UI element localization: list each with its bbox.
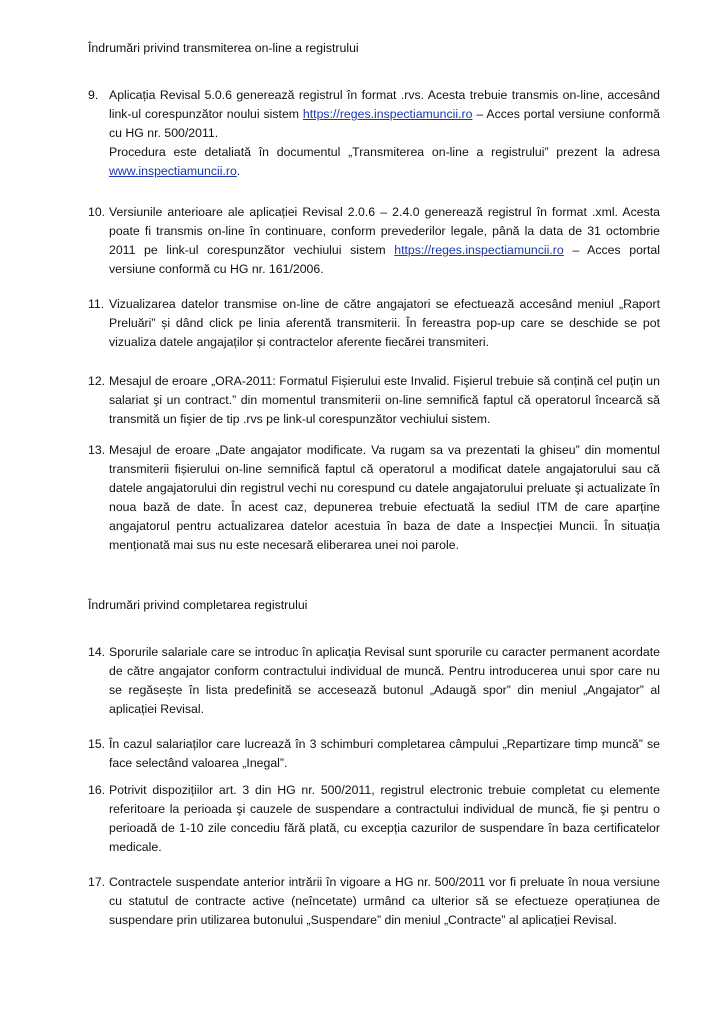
list-item-9 bbox=[88, 86, 660, 181]
text-segment: Aplicația Revisal 5.0.6 generează registrul în format .rvs. Acesta trebuie transmis on-line, accesând link-ul corespunzător noului sistem bbox=[109, 88, 660, 121]
item-text: Potrivit dispozițiilor art. 3 din HG nr. 500/2011, registrul electronic trebuie completat cu elemente referitoare la perioada şi cauzele de suspendare a contractului individual de muncă, fie şi pentru o perioadă de 1-10 zile concediu fără plată, cu excepția cazurilor de suspendare în baza certificatelor medicale. bbox=[109, 783, 660, 854]
item-number: 13. bbox=[88, 443, 106, 457]
list-item-12 bbox=[88, 372, 660, 429]
text-segment: – Acces portal versiune conformă cu HG nr. 161/2006. bbox=[109, 243, 660, 276]
list-item-17 bbox=[88, 873, 660, 930]
text-segment: . bbox=[236, 164, 241, 178]
list-item-14 bbox=[88, 643, 660, 719]
item-number: 11. bbox=[88, 297, 105, 311]
list-item-13 bbox=[88, 441, 660, 555]
list-item-10 bbox=[88, 203, 660, 279]
item-number: 16. bbox=[88, 783, 106, 797]
item-text: Vizualizarea datelor transmise on-line de către angajatori se efectuează accesând meniul „Raport Preluări” și dând click pe linia aferentă transmiterii. În fereastra pop-up care se deschide se pot vizualiza datele angajaților și contractelor aferente fiecărei transmiteri. bbox=[109, 297, 660, 349]
text-segment: Procedura este detaliată în documentul „Transmiterea on-line a registrului” prezent la adresa bbox=[109, 145, 660, 159]
item-text: În cazul salariaților care lucrează în 3 schimburi completarea câmpului „Repartizare timp muncă” se face selectând valoarea „Inegal”. bbox=[109, 737, 660, 770]
item-number: 15. bbox=[88, 737, 106, 751]
item-number: 9. bbox=[88, 88, 99, 102]
item-text: Mesajul de eroare „Date angajator modificate. Va rugam sa va prezentati la ghiseu” din momentul transmiterii fișierului on-line semnifică faptul că operatorul a modificat datele angajatorului sau că datele angajatorului din registrul vechi nu corespund cu datele angajatorului preluate şi actualizate în noua bază de date. În acest caz, depunerea trebuie efectuată la sediul ITM de care aparține angajatorul pentru actualizarea datelor acestuia în baza de date a Inspecției Muncii. În situația menționată mai sus nu este necesară eliberarea unei noi parole. bbox=[109, 443, 660, 552]
list-item-15 bbox=[88, 735, 660, 773]
item-text bbox=[109, 86, 660, 181]
text-segment: – Acces portal versiune conformă cu HG nr. 500/2011. bbox=[109, 107, 660, 140]
section-heading-transmission: Îndrumări privind transmiterea on-line a registrului bbox=[88, 41, 359, 55]
reges-link[interactable]: https://reges.inspectiamuncii.ro bbox=[394, 243, 564, 257]
list-item-11 bbox=[88, 295, 660, 352]
item-text: Mesajul de eroare „ORA-2011: Formatul Fișierului este Invalid. Fişierul trebuie să conțină cel puțin un salariat şi un contract.” din momentul transmiterii on-line semnifică faptul că operatorul încearcă să transmită un fişier de tip .rvs pe link-ul corespunzător vechiului sistem. bbox=[109, 374, 660, 426]
item-text: Contractele suspendate anterior intrării în vigoare a HG nr. 500/2011 vor fi preluate în noua versiune cu statutul de contracte active (neîncetate) urmând ca ulterior să se efectueze operațiunea de suspendare prin utilizarea butonului „Suspendare” din meniul „Contracte” al aplicației Revisal. bbox=[109, 875, 660, 927]
reges-link[interactable]: https://reges.inspectiamuncii.ro bbox=[302, 107, 473, 121]
text-segment: Versiunile anterioare ale aplicației Revisal 2.0.6 – 2.4.0 generează registrul în format .xml. Acesta poate fi transmis on-line în continuare, conform prevederilor legale, până la data de 31 octombrie 2011 pe link-ul corespunzător vechiului sistem bbox=[109, 205, 660, 257]
section-heading-completion: Îndrumări privind completarea registrului bbox=[88, 598, 308, 612]
item-number: 12. bbox=[88, 374, 106, 388]
list-item-16 bbox=[88, 781, 660, 857]
item-number: 10. bbox=[88, 205, 106, 219]
item-9-paragraph-1 bbox=[109, 86, 660, 143]
item-text: Sporurile salariale care se introduc în aplicația Revisal sunt sporurile cu caracter permanent acordate de către angajator conform contractului individual de muncă. Pentru introducerea unui spor care nu se regăsește în lista predefinită se accesează butonul „Adaugă spor” din meniul „Angajator” al aplicației Revisal. bbox=[109, 645, 660, 716]
item-number: 17. bbox=[88, 875, 106, 889]
item-number: 14. bbox=[88, 645, 106, 659]
inspectiamuncii-link[interactable]: www.inspectiamuncii.ro bbox=[109, 164, 237, 178]
item-9-paragraph-2 bbox=[109, 143, 660, 181]
item-text bbox=[109, 203, 660, 279]
